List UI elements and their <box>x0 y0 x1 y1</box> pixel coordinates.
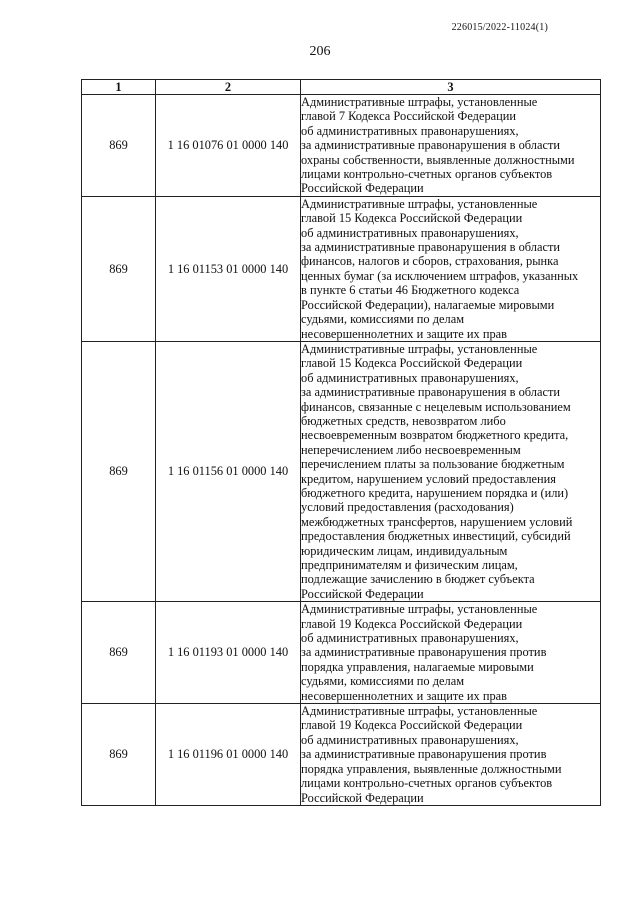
description-line: главой 19 Кодекса Российской Федерации <box>301 616 523 631</box>
description-line: главой 7 Кодекса Российской Федерации <box>301 109 517 124</box>
description-line: Административные штрафы, установленные <box>301 704 538 719</box>
description-line: в пункте 6 статьи 46 Бюджетного кодекса <box>301 283 520 298</box>
description-line: порядка управления, налагаемые мировыми <box>301 659 534 674</box>
description-line: главой 19 Кодекса Российской Федерации <box>301 718 523 733</box>
description-line: главой 15 Кодекса Российской Федерации <box>301 211 523 226</box>
table-body <box>82 95 601 806</box>
description-line: межбюджетных трансфертов, нарушением условий <box>301 514 573 529</box>
table-header-row <box>82 80 601 95</box>
description-line: бюджетных средств, невозвратом либо <box>301 413 506 428</box>
description-line: подлежащие зачислению в бюджет субъекта <box>301 572 535 587</box>
description-line: об административных правонарушениях, <box>301 225 519 240</box>
description-line: об административных правонарушениях, <box>301 123 519 138</box>
description-line: об административных правонарушениях, <box>301 631 519 646</box>
column-header-1: 1 <box>82 80 156 95</box>
column-header-2: 2 <box>156 80 301 95</box>
budget-code-cell: 1 16 01153 01 0000 140 <box>156 196 301 341</box>
description-cell <box>301 341 601 601</box>
table-row <box>82 704 601 806</box>
description-line: Административные штрафы, установленные <box>301 196 538 211</box>
description-cell <box>301 704 601 806</box>
description-line: бюджетного кредита, нарушением порядка и (или) <box>301 485 569 500</box>
admin-code-cell: 869 <box>82 95 156 197</box>
description-line: ценных бумаг (за исключением штрафов, указанных <box>301 268 579 283</box>
column-header-3: 3 <box>301 80 601 95</box>
revenue-codes-table <box>81 79 601 806</box>
description-line: судьями, комиссиями по делам <box>301 674 465 689</box>
description-line: предоставления бюджетных инвестиций, субсидий <box>301 529 571 544</box>
description-line: Административные штрафы, установленные <box>301 95 538 109</box>
description-line: главой 15 Кодекса Российской Федерации <box>301 356 523 371</box>
description-line: юридическим лицам, индивидуальным <box>301 543 508 558</box>
budget-code-cell: 1 16 01076 01 0000 140 <box>156 95 301 197</box>
description-line: охраны собственности, выявленные должностными <box>301 152 575 167</box>
description-line: об административных правонарушениях, <box>301 732 519 747</box>
description-cell <box>301 196 601 341</box>
table-row <box>82 196 601 341</box>
description-line: об административных правонарушениях, <box>301 370 519 385</box>
description-line: неперечислением либо несвоевременным <box>301 442 521 457</box>
description-line: за административные правонарушения против <box>301 645 547 660</box>
description-line: Российской Федерации <box>301 790 424 805</box>
description-line: порядка управления, выявленные должностными <box>301 761 562 776</box>
admin-code-cell: 869 <box>82 602 156 704</box>
description-line: финансов, налогов и сборов, страхования, рынка <box>301 254 559 269</box>
admin-code-cell: 869 <box>82 704 156 806</box>
description-line: предпринимателям и физическим лицам, <box>301 558 518 572</box>
description-line: несовершеннолетних и защите их прав <box>301 326 508 341</box>
description-line: финансов, связанные с нецелевым использованием <box>301 399 571 414</box>
budget-code-cell: 1 16 01196 01 0000 140 <box>156 704 301 806</box>
description-line: условий предоставления (расходования) <box>301 500 514 515</box>
budget-code-cell: 1 16 01193 01 0000 140 <box>156 602 301 704</box>
description-line: Российской Федерации), налагаемые мировыми <box>301 297 555 312</box>
description-line: несвоевременным возвратом бюджетного кредита, <box>301 428 569 443</box>
admin-code-cell: 869 <box>82 196 156 341</box>
table-row <box>82 602 601 704</box>
description-line: перечислением платы за пользование бюджетным <box>301 457 565 472</box>
admin-code-cell: 869 <box>82 341 156 601</box>
description-line: за административные правонарушения в области <box>301 385 561 400</box>
description-line: лицами контрольно-счетных органов субъектов <box>301 167 553 182</box>
description-line: Российской Федерации <box>301 586 424 601</box>
document-id: 226015/2022-11024(1) <box>451 22 548 33</box>
description-line: Административные штрафы, установленные <box>301 341 538 356</box>
budget-code-cell: 1 16 01156 01 0000 140 <box>156 341 301 601</box>
page-number: 206 <box>309 44 331 59</box>
description-line: за административные правонарушения против <box>301 747 547 762</box>
description-line: лицами контрольно-счетных органов субъектов <box>301 776 553 791</box>
description-line: Административные штрафы, установленные <box>301 602 538 617</box>
description-line: судьями, комиссиями по делам <box>301 312 465 327</box>
description-line: Российской Федерации <box>301 181 424 196</box>
description-line: за административные правонарушения в области <box>301 240 561 255</box>
description-line: кредитом, нарушением условий предоставления <box>301 471 556 486</box>
description-cell <box>301 95 601 197</box>
description-line: несовершеннолетних и защите их прав <box>301 688 508 703</box>
description-line: за административные правонарушения в области <box>301 138 561 153</box>
table-row <box>82 341 601 601</box>
description-cell <box>301 602 601 704</box>
table-row <box>82 95 601 197</box>
